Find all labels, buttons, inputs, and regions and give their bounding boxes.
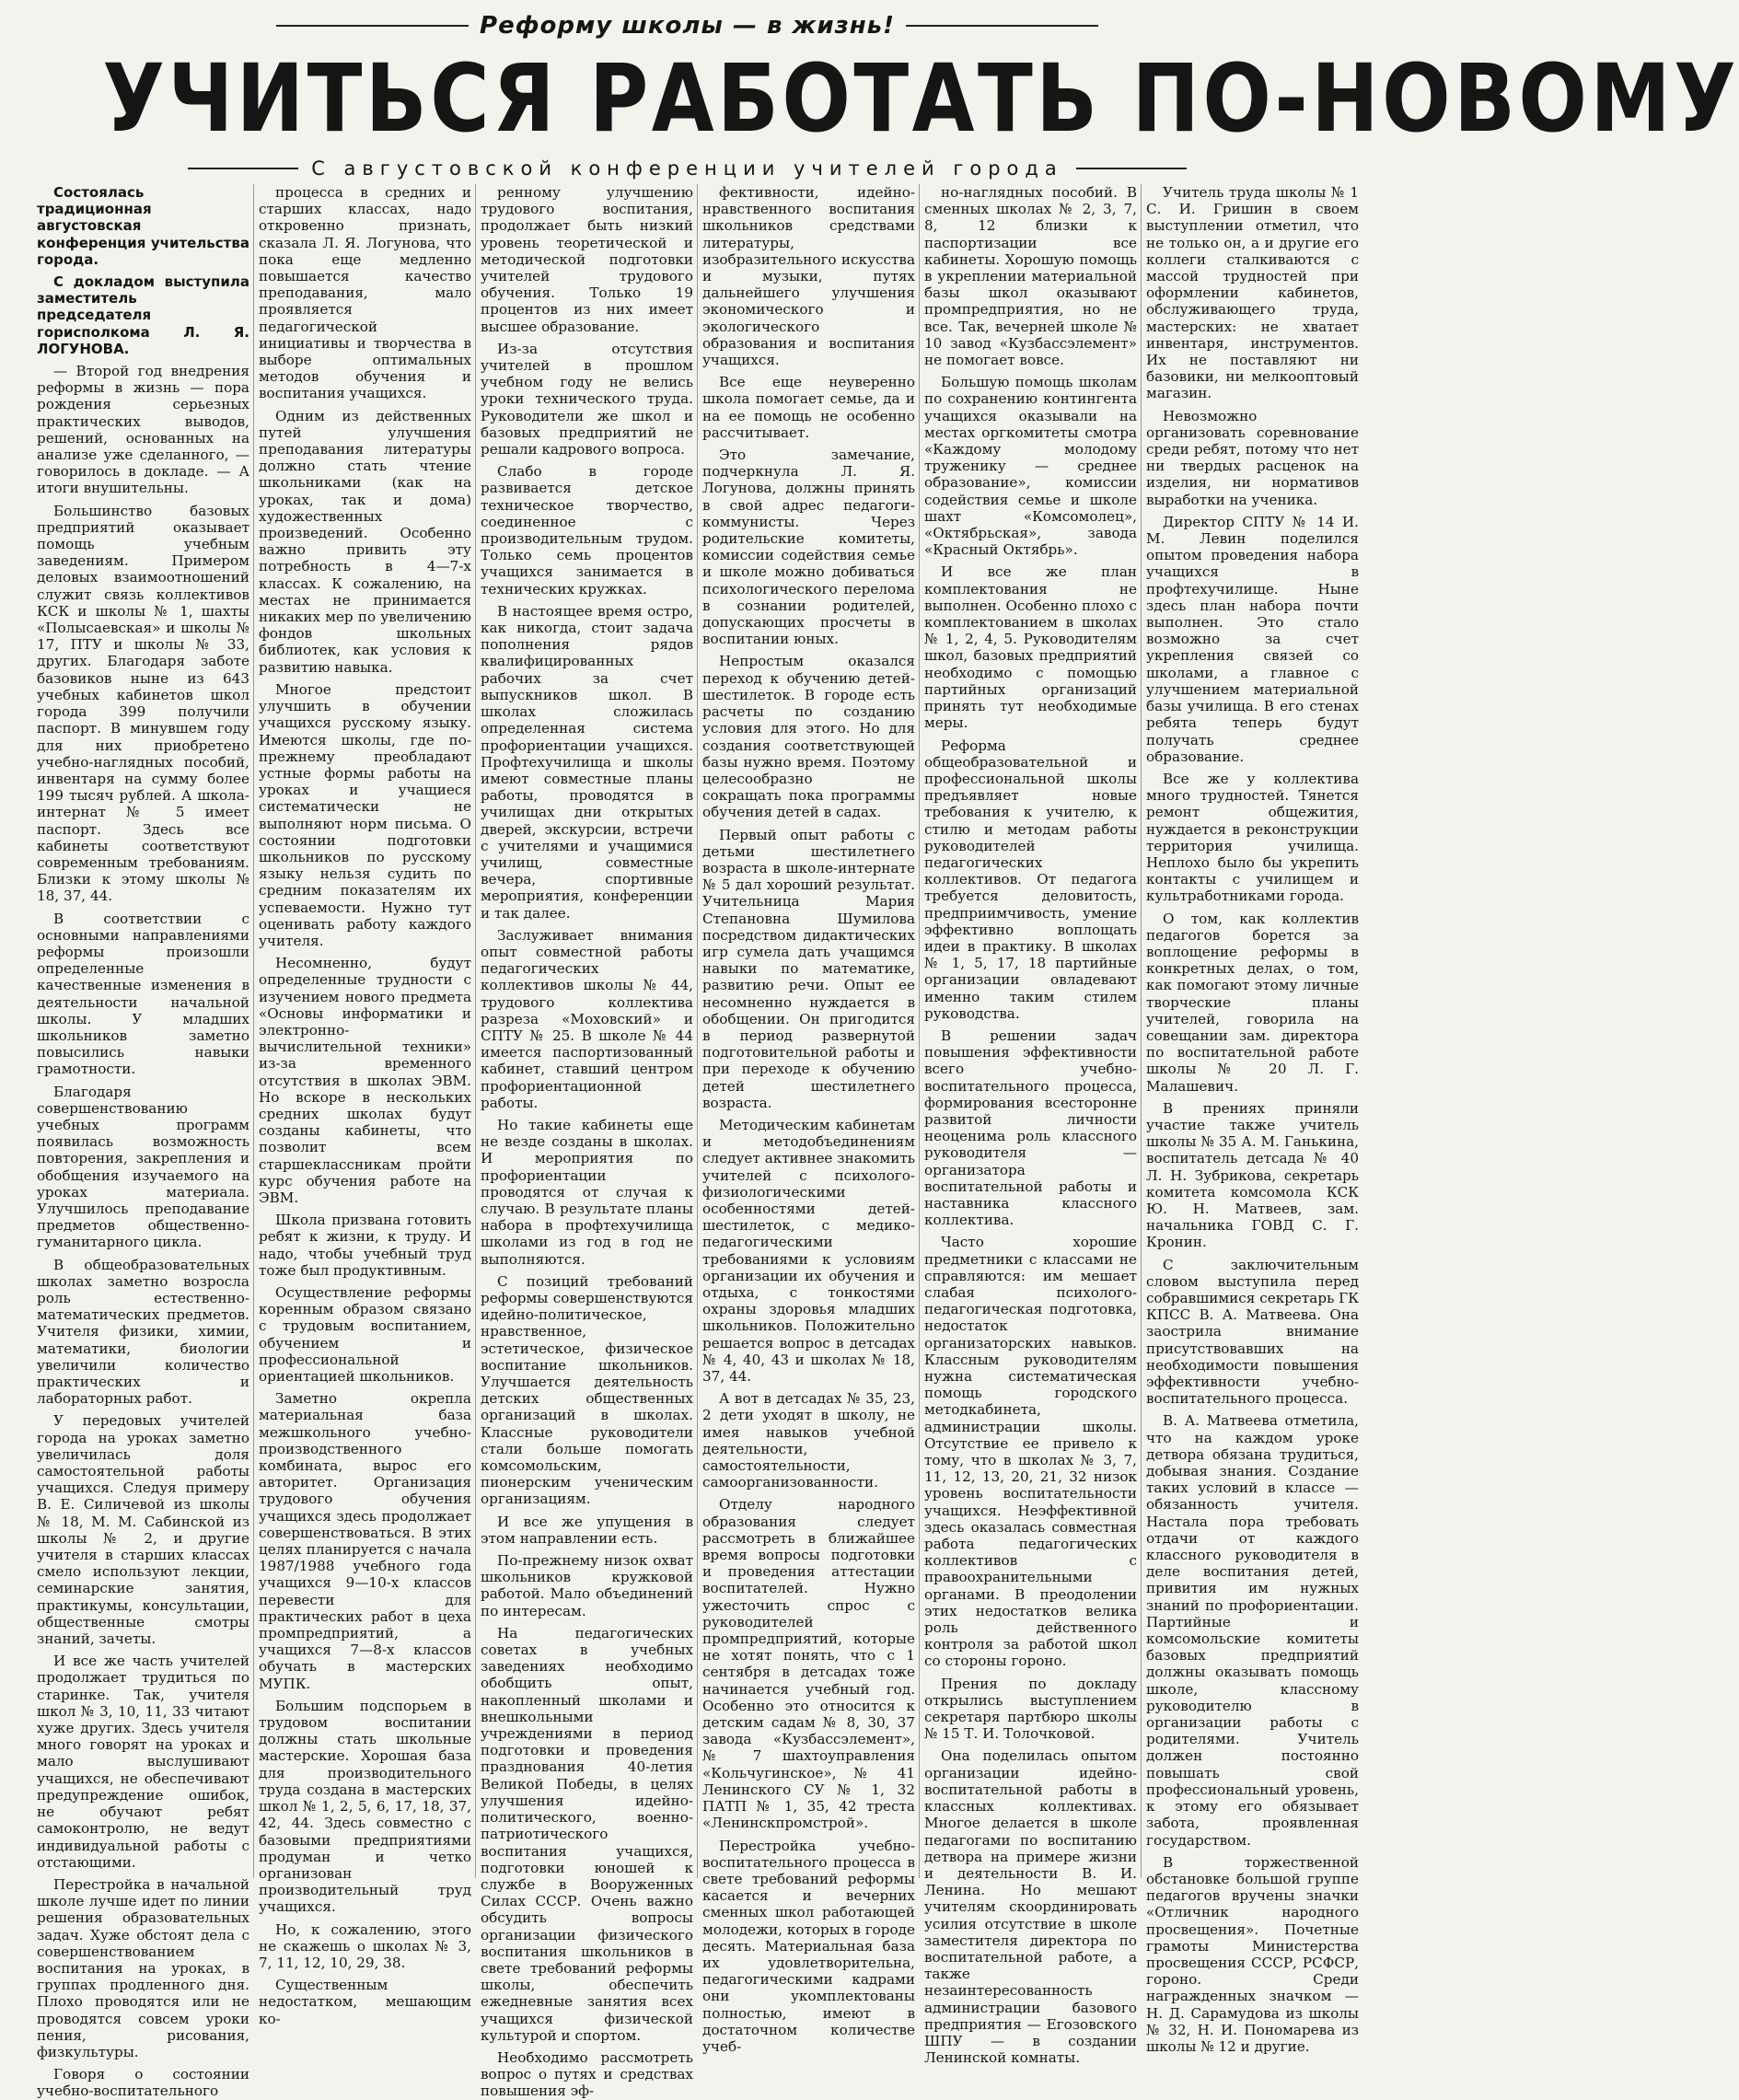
paragraph: С позиций требований реформы совершенствуются идейно-политическое, нравственное, эстетическое, физическое воспитание школьников. Улучшается деятельность детских общественных организаций в школах. Классные руководители стали больше помогать комсомольским, пионерским ученическим организациям. bbox=[481, 1272, 693, 1508]
paragraph: Она поделилась опытом организации идейно-воспитательной работы в классных коллективах. Многое делается в школе педагогами по воспитанию детвора на примере жизни и деятельности В. И. Ленина. Но мешают учителям скоординировать усилия отсутствие в школе заместителя директора по воспитательной работе, а также незаинтересованность администрации базового предприятия — Егозовского ШПУ — в создании Ленинской комнаты. bbox=[924, 1747, 1137, 2067]
paragraph: Часто хорошие предметники с классами не справляются: им мешает слабая психолого-педагогическая подготовка, недостаток организаторских навыков. Классным руководителям нужна систематическая помощь городского методкабинета, администрации школы. Отсутствие ее привело к тому, что в школах № 3, 7, 11, 12, 13, 20, 21, 32 низок уровень воспитательности учащихся. Неэффективной здесь оказалась совместная работа педагогических коллективов с правоохранительными органами. В преодолении этих недостатков велика роль действенного контроля за работой школ со стороны гороно. bbox=[924, 1234, 1137, 1670]
paragraph: Но такие кабинеты еще не везде созданы в школах. И мероприятия по профориентации проводятся от случая к случаю. В результате планы набора в профтехучилища школами из год в год не выполняются. bbox=[481, 1116, 693, 1268]
paragraph: Благодаря совершенствованию учебных программ появилась возможность повторения, закрепления и обобщения изучаемого на уроках материала. Улучшилось преподавание предметов общественно-гуманитарного цикла. bbox=[37, 1083, 249, 1251]
paragraph: Перестройка в начальной школе лучше идет по линии решения образовательных задач. Хуже обстоят дела с совершенствованием воспитания на уроках, в группах продленного дня. Плохо проводятся или не проводятся совсем уроки пения, рисования, физкультуры. bbox=[37, 1875, 249, 2060]
paragraph: Слабо в городе развивается детское техническое творчество, соединенное с производительным трудом. Только семь процентов учащихся занимается в технических кружках. bbox=[481, 463, 693, 598]
paragraph: Одним из действенных путей улучшения преподавания литературы должно стать чтение школьниками (как на уроках, так и дома) художественных произведений. Особенно важно привить эту потребность в 4—7-х классах. К сожалению, на местах не принимается никаких мер по увеличению фондов школьных библиотек, как условия к развитию навыка. bbox=[259, 407, 471, 676]
paragraph: — Второй год внедрения реформы в жизнь — пора рождения серьезных практических выводов, решений, основанных на анализе уже сделанного, — говорилось в докладе. — А итоги внушительны. bbox=[37, 363, 249, 497]
paragraph: В торжественной обстановке большой группе педагогов вручены значки «Отличник народного просвещения». Почетные грамоты Министерства просвещения СССР, РСФСР, гороно. Среди награжденных значком — Н. Д. Сарамудова из школы № 32, Н. И. Пономарева из школы № 12 и другие. bbox=[1146, 1853, 1359, 2055]
column-1 bbox=[37, 184, 249, 2100]
paragraph: И все же упущения в этом направлении есть. bbox=[481, 1513, 693, 1547]
paragraph: Большую помощь школам по сохранению контингента учащихся оказывали на местах оргкомитеты смотра «Каждому молодому труженику — среднее образование», комиссии содействия семье и школе шахт «Комсомолец», «Октябрьская», завода «Красный Октябрь». bbox=[924, 374, 1137, 559]
paragraph: Осуществление реформы коренным образом связано с трудовым воспитанием, обучением и профессиональной ориентацией школьников. bbox=[259, 1284, 471, 1386]
paragraph: Реформа общеобразовательной и профессиональной школы предъявляет новые требования к учителю, к стилю и методам работы руководителей педагогических коллективов. От педагога требуется деловитость, предприимчивость, умение эффективно воплощать идеи в практику. В школах № 1, 5, 17, 18 партийные организации овладевают именно таким стилем руководства. bbox=[924, 737, 1137, 1022]
column-5 bbox=[924, 184, 1137, 2067]
paragraph: Несомненно, будут определенные трудности с изучением нового предмета «Основы информатики и электронно-вычислительной техники» из-за временного отсутствия в школах ЭВМ. Но вскоре в нескольких средних школах будут созданы кабинеты, что позволит всем старшеклассникам пройти курс обучения работе на ЭВМ. bbox=[259, 955, 471, 1206]
paragraph: Это замечание, подчеркнула Л. Я. Логунова, должны принять в свой адрес педагоги-коммунисты. Через родительские комитеты, комиссии содействия семье и школе можно добиваться психологического перелома в сознании родителей, допускающих просчеты в воспитании юных. bbox=[702, 447, 915, 648]
paragraph: С заключительным словом выступила перед собравшимися секретарь ГК КПСС В. А. Матвеева. Она заострила внимание присутствовавших на необходимости повышения эффективности учебно-воспитательного процесса. bbox=[1146, 1256, 1359, 1408]
paragraph: Непростым оказался переход к обучению детей-шестилеток. В городе есть расчеты по созданию условия для этого. Но для создания соответствующей базы нужно время. Поэтому целесообразно не сокращать пока программы обучения детей в садах. bbox=[702, 653, 915, 821]
paragraph: В прениях приняли участие также учитель школы № 35 А. М. Ганькина, воспитатель детсада № 40 Л. Н. Зубрикова, секретарь комитета комсомола КСК Ю. Н. Матвеев, зам. начальника ГОВД С. Г. Кронин. bbox=[1146, 1099, 1359, 1251]
rubric-rule-right bbox=[906, 25, 1098, 27]
paragraph: Отделу народного образования следует рассмотреть в ближайшее время вопросы подготовки и проведения аттестации воспитателей. Нужно ужесточить спрос с руководителей промпредприятий, которые не хотят понять, что с 1 сентября в детсадах тоже начинается учебный год. Особенно это относится к детским садам № 8, 30, 37 завода «Кузбассэлемент», № 7 шахтоуправления «Кольчугинское», № 41 Ленинского СУ № 1, 32 ПАТП № 1, 35, 42 треста «Ленинскпромстрой». bbox=[702, 1496, 915, 1832]
paragraph: Учитель труда школы № 1 С. И. Гришин в своем выступлении отметил, что не только он, а и другие его коллеги сталкиваются с массой трудностей при оформлении кабинетов, обслуживающего труда, мастерских: не хватает инвентаря, инструментов. Их не поставляют ни базовики, ни мелкооптовый магазин. bbox=[1146, 184, 1359, 402]
column-4 bbox=[702, 184, 915, 2055]
subheadline-rule-left bbox=[188, 168, 298, 169]
paragraph: Но, к сожалению, этого не скажешь о школах № 3, 7, 11, 12, 10, 29, 38. bbox=[259, 1920, 471, 1971]
paragraph: По-прежнему низок охват школьников кружковой работой. Мало объединений по интересам. bbox=[481, 1552, 693, 1619]
paragraph: Состоялась традиционная августовская конференция учительства города. bbox=[37, 184, 249, 268]
paragraph: процесса в средних и старших классах, надо откровенно признать, сказала Л. Я. Логунова, что пока еще медленно повышается качество преподавания, мало проявляется педагогической инициативы и творчества в выборе оптимальных методов обучения и воспитания учащихся. bbox=[259, 184, 471, 402]
paragraph: ренному улучшению трудового воспитания, продолжает быть низкий уровень теоретической и методической подготовки учителей трудового обучения. Только 19 процентов из них имеет высшее образование. bbox=[481, 184, 693, 335]
paragraph: На педагогических советах в учебных заведениях необходимо обобщить опыт, накопленный школами и внешкольными учреждениями в период подготовки и проведения празднования 40-летия Великой Победы, в целях улучшения идейно-политического, военно-патриотического воспитания учащихся, подготовки юношей к службе в Вооруженных Силах СССР. Очень важно обсудить вопросы организации физического воспитания школьников в свете требований реформы школы, обеспечить ежедневные занятия всех учащихся физической культурой и спортом. bbox=[481, 1624, 693, 2044]
paragraph: Директор СПТУ № 14 И. М. Левин поделился опытом проведения набора учащихся в профтехучилище. Ныне здесь план набора почти выполнен. Это стало возможно за счет укрепления связей со школами, а главное с улучшением материальной базы училища. В его стенах ребята теперь будут получать среднее образование. bbox=[1146, 513, 1359, 765]
paragraph: Большинство базовых предприятий оказывает помощь учебным заведениям. Примером деловых взаимоотношений служит связь коллективов КСК и школы № 1, шахты «Полысаевская» и школы № 17, ПТУ и школы № 33, других. Благодаря заботе базовиков ныне из 643 учебных кабинетов школ города 399 получили паспорт. В минувшем году для них приобретено учебно-наглядных пособий, инвентаря на сумму более 199 тысяч рублей. А школа-интернат № 5 имеет паспорт. Здесь все кабинеты соответствуют современным требованиям. Близки к этому школы № 18, 37, 44. bbox=[37, 502, 249, 905]
paragraph: В соответствии с основными направлениями реформы произошли определенные качественные изменения в деятельности начальной школы. У младших школьников заметно повысились навыки грамотности. bbox=[37, 910, 249, 1078]
paragraph: В решении задач повышения эффективности всего учебно-воспитательного процесса, формирования всесторонне развитой личности неоценима роль классного руководителя — организатора воспитательной работы и наставника классного коллектива. bbox=[924, 1027, 1137, 1229]
paragraph: Первый опыт работы с детьми шестилетнего возраста в школе-интернате № 5 дал хороший результат. Учительница Мария Степановна Шумилова посредством дидактических игр сумела дать учащимся навыки по математике, развитию речи. Опыт ее несомненно нуждается в обобщении. Он пригодится в период развернутой подготовительной работы и при переходе к обучению детей шестилетнего возраста. bbox=[702, 826, 915, 1111]
paragraph: Все еще неуверенно школа помогает семье, да и на ее помощь не особенно рассчитывает. bbox=[702, 374, 915, 441]
column-2 bbox=[259, 184, 471, 2027]
paragraph: Необходимо рассмотреть вопрос о путях и средствах повышения эф- bbox=[481, 2048, 693, 2100]
paragraph: Говоря о состоянии учебно-воспитательного bbox=[37, 2066, 249, 2100]
paragraph: Большим подспорьем в трудовом воспитании должны стать школьные мастерские. Хорошая база для производительного труда создана в мастерских школ № 1, 2, 5, 6, 17, 18, 37, 42, 44. Здесь совместно с базовыми предприятиями продуман и четко организован производительный труд учащихся. bbox=[259, 1697, 471, 1916]
rubric bbox=[0, 9, 1374, 42]
paragraph: но-наглядных пособий. В сменных школах № 2, 3, 7, 8, 12 близки к паспортизации все кабинеты. Хорошую помощь в укреплении материальной базы школ оказывают промпредприятия, но не все. Так, вечерней школе № 10 завод «Кузбассэлемент» не помогает вовсе. bbox=[924, 184, 1137, 369]
paragraph: Школа призвана готовить ребят к жизни, к труду. И надо, чтобы учебный труд тоже был продуктивным. bbox=[259, 1212, 471, 1279]
paragraph: В настоящее время остро, как никогда, стоит задача пополнения рядов квалифицированных рабочих за счет выпускников школ. В школах сложилась определенная система профориентации учащихся. Профтехучилища и школы имеют совместные планы работы, проводятся в училищах дни открытых дверей, экскурсии, встречи с учителями и учащимися училищ, совместные вечера, спортивные мероприятия, конференции и так далее. bbox=[481, 602, 693, 922]
paragraph: О том, как коллектив педагогов борется за воплощение реформы в конкретных делах, о том, как помогают этому личные творческие планы учителей, говорила на совещании зам. директора по воспитательной работе школы № 20 Л. Г. Малашевич. bbox=[1146, 910, 1359, 1095]
paragraph: У передовых учителей города на уроках заметно увеличилась доля самостоятельной работы учащихся. Следуя примеру В. Е. Силичевой из школы № 18, М. М. Сабинской из школы № 2, и другие учителя в старших классах смело используют лекции, семинарские занятия, практикумы, консультации, общественные смотры знаний, зачеты. bbox=[37, 1412, 249, 1648]
paragraph: В. А. Матвеева отметила, что на каждом уроке детвора обязана трудиться, добывая знания. Создание таких условий в классе — обязанность учителя. Настала пора требовать отдачи от каждого классного руководителя в деле воспитания детей, привития им нужных знаний по профориентации. Партийные и комсомольские комитеты базовых предприятий должны оказывать помощь школе, классному руководителю в организации работы с родителями. Учитель должен постоянно повышать свой профессиональный уровень, к этому его обязывает забота, проявленная государством. bbox=[1146, 1412, 1359, 1849]
article-columns bbox=[37, 184, 1362, 2100]
paragraph: И все же часть учителей продолжает трудиться по старинке. Так, учителя школ № 3, 10, 11, 33 читают хуже других. Здесь учителя много говорят на уроках и мало выслушивают учащихся, не обеспечивают предупреждение ошибок, не обучают ребят самоконтролю, не ведут индивидуальной работы с отстающими. bbox=[37, 1653, 249, 1871]
paragraph: Заслуживает внимания опыт совместной работы педагогических коллективов школы № 44, трудового коллектива разреза «Моховский» и СПТУ № 25. В школе № 44 имеется паспортизованный кабинет, ставший центром профориентационной работы. bbox=[481, 926, 693, 1111]
rubric-rule-left bbox=[276, 25, 469, 27]
paragraph: Многое предстоит улучшить в обучении учащихся русскому языку. Имеются школы, где по-прежнему преобладают устные формы работы на уроках и учащиеся систематически не выполняют норм письма. О состоянии подготовки школьников по русскому языку нельзя судить по средним показателям их успеваемости. Нужно тут оценивать работу каждого учителя. bbox=[259, 680, 471, 949]
paragraph: Перестройка учебно-воспитательного процесса в свете требований реформы касается и вечерних сменных школ работающей молодежи, которых в городе десять. Материальная база их удовлетворительна, педагогическими кадрами они укомплектованы полностью, имеют в достаточном количестве учеб- bbox=[702, 1837, 915, 2055]
paragraph: Заметно окрепла материальная база межшкольного учебно-производственного комбината, вырос его авторитет. Организация трудового обучения учащихся здесь продолжает совершенствоваться. В этих целях планируется с начала 1987/1988 учебного года учащихся 9—10-х классов перевести для практических работ в цеха промпредприятий, а учащихся 7—8-х классов обучать в мастерских МУПК. bbox=[259, 1390, 471, 1692]
paragraph: И все же план комплектования не выполнен. Особенно плохо с комплектованием в школах № 1, 2, 4, 5. Руководителям школ, базовых предприятий необходимо с помощью партийных организаций принять тут необходимые меры. bbox=[924, 563, 1137, 732]
paragraph: Невозможно организовать соревнование среди ребят, потому что нет ни твердых расценок на изделия, ни нормативов выработки на ученика. bbox=[1146, 407, 1359, 508]
subheadline-text: С августовской конференции учителей города bbox=[311, 157, 1063, 180]
headline: УЧИТЬСЯ РАБОТАТЬ ПО-НОВОМУ bbox=[102, 44, 1739, 154]
paragraph: Существенным недостатком, мешающим ко- bbox=[259, 1977, 471, 2027]
subheadline-rule-right bbox=[1076, 168, 1187, 169]
paragraph: Все же у коллектива много трудностей. Тянется ремонт общежития, нуждается в реконструкции территория училища. Неплохо было бы укрепить контакты с училищем и культработниками города. bbox=[1146, 770, 1359, 905]
rubric-text: Реформу школы — в жизнь! bbox=[480, 12, 895, 40]
paragraph: А вот в детсадах № 35, 23, 2 дети уходят в школу, не имея навыков учебной деятельности, самостоятельности, самоорганизованности. bbox=[702, 1390, 915, 1491]
column-3 bbox=[481, 184, 693, 2100]
column-6 bbox=[1146, 184, 1359, 2055]
paragraph: С докладом выступила заместитель председателя горисполкома Л. Я. ЛОГУНОВА. bbox=[37, 273, 249, 357]
paragraph: Методическим кабинетам и методобъединениям следует активнее знакомить учителей с психолого-физиологическими особенностями детей-шестилеток, с медико-педагогическими требованиями к условиям организации их обучения и отдыха, с тонкостями охраны здоровья младших школьников. Положительно решается вопрос в детсадах № 4, 40, 43 и школах № 18, 37, 44. bbox=[702, 1116, 915, 1386]
paragraph: Прения по докладу открылись выступлением секретаря партбюро школы № 15 Т. И. Толочковой. bbox=[924, 1675, 1137, 1743]
paragraph: Из-за отсутствия учителей в прошлом учебном году не велись уроки технического труда. Руководители же школ и базовых предприятий не решали кадрового вопроса. bbox=[481, 340, 693, 458]
subheadline bbox=[0, 155, 1374, 182]
paragraph: В общеобразовательных школах заметно возросла роль естественно-математических предметов. Учителя физики, химии, математики, биологии увеличили количество практических и лабораторных работ. bbox=[37, 1256, 249, 1408]
paragraph: фективности, идейно-нравственного воспитания школьников средствами литературы, изобразительного искусства и музыки, путях дальнейшего улучшения экономического и экологического образования и воспитания учащихся. bbox=[702, 184, 915, 369]
